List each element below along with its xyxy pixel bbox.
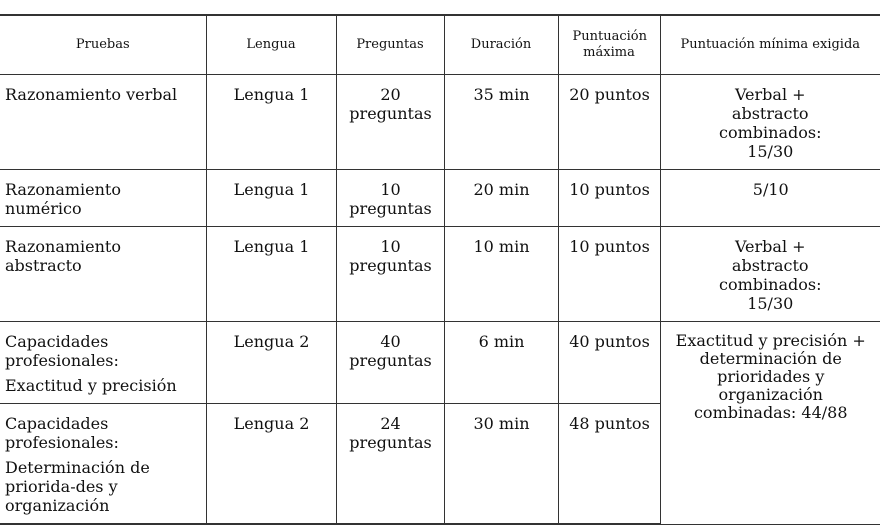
cell-duracion: 30 min	[444, 404, 558, 525]
cell-minima: Verbal + abstracto combinados: 15/30	[660, 75, 880, 170]
cell-minima: Verbal + abstracto combinados: 15/30	[660, 227, 880, 322]
cell-prueba-line1: Capacidades profesionales:	[5, 414, 119, 452]
cell-lengua: Lengua 1	[206, 75, 336, 170]
table-row	[0, 170, 880, 227]
header-pruebas: Pruebas	[0, 15, 206, 75]
cell-duracion: 35 min	[444, 75, 558, 170]
cell-lengua: Lengua 2	[206, 322, 336, 404]
cell-prueba: Razonamiento verbal	[0, 75, 206, 170]
header-puntuacion-maxima: Puntuación máxima	[558, 15, 660, 75]
cell-preguntas: 20 preguntas	[336, 75, 444, 170]
table-row	[0, 322, 880, 404]
table-row	[0, 227, 880, 322]
header-preguntas: Preguntas	[336, 15, 444, 75]
cell-prueba: Razonamiento numérico	[0, 170, 206, 227]
cell-preguntas: 10 preguntas	[336, 170, 444, 227]
header-duracion: Duración	[444, 15, 558, 75]
cell-lengua: Lengua 2	[206, 404, 336, 525]
exam-table	[0, 14, 880, 525]
cell-prueba	[0, 322, 206, 404]
cell-puntuacion: 48 puntos	[558, 404, 660, 525]
cell-lengua: Lengua 1	[206, 227, 336, 322]
table-row	[0, 75, 880, 170]
cell-puntuacion: 10 puntos	[558, 170, 660, 227]
header-puntuacion-minima: Puntuación mínima exigida	[660, 15, 880, 75]
cell-prueba-line2: Determinación de priorida-des y organización	[5, 458, 150, 515]
cell-duracion: 6 min	[444, 322, 558, 404]
cell-prueba-line2: Exactitud y precisión	[5, 376, 177, 395]
cell-preguntas: 10 preguntas	[336, 227, 444, 322]
cell-minima: 5/10	[660, 170, 880, 227]
cell-prueba: Razonamiento abstracto	[0, 227, 206, 322]
cell-minima-combined: Exactitud y precisión + determinación de prioridades y organización combinadas: 44/88	[660, 322, 880, 525]
cell-prueba	[0, 404, 206, 525]
cell-duracion: 20 min	[444, 170, 558, 227]
cell-preguntas: 24 preguntas	[336, 404, 444, 525]
cell-puntuacion: 20 puntos	[558, 75, 660, 170]
header-lengua: Lengua	[206, 15, 336, 75]
header-row	[0, 15, 880, 75]
cell-duracion: 10 min	[444, 227, 558, 322]
cell-puntuacion: 40 puntos	[558, 322, 660, 404]
cell-preguntas: 40 preguntas	[336, 322, 444, 404]
cell-lengua: Lengua 1	[206, 170, 336, 227]
cell-prueba-line1: Capacidades profesionales:	[5, 332, 119, 370]
cell-puntuacion: 10 puntos	[558, 227, 660, 322]
